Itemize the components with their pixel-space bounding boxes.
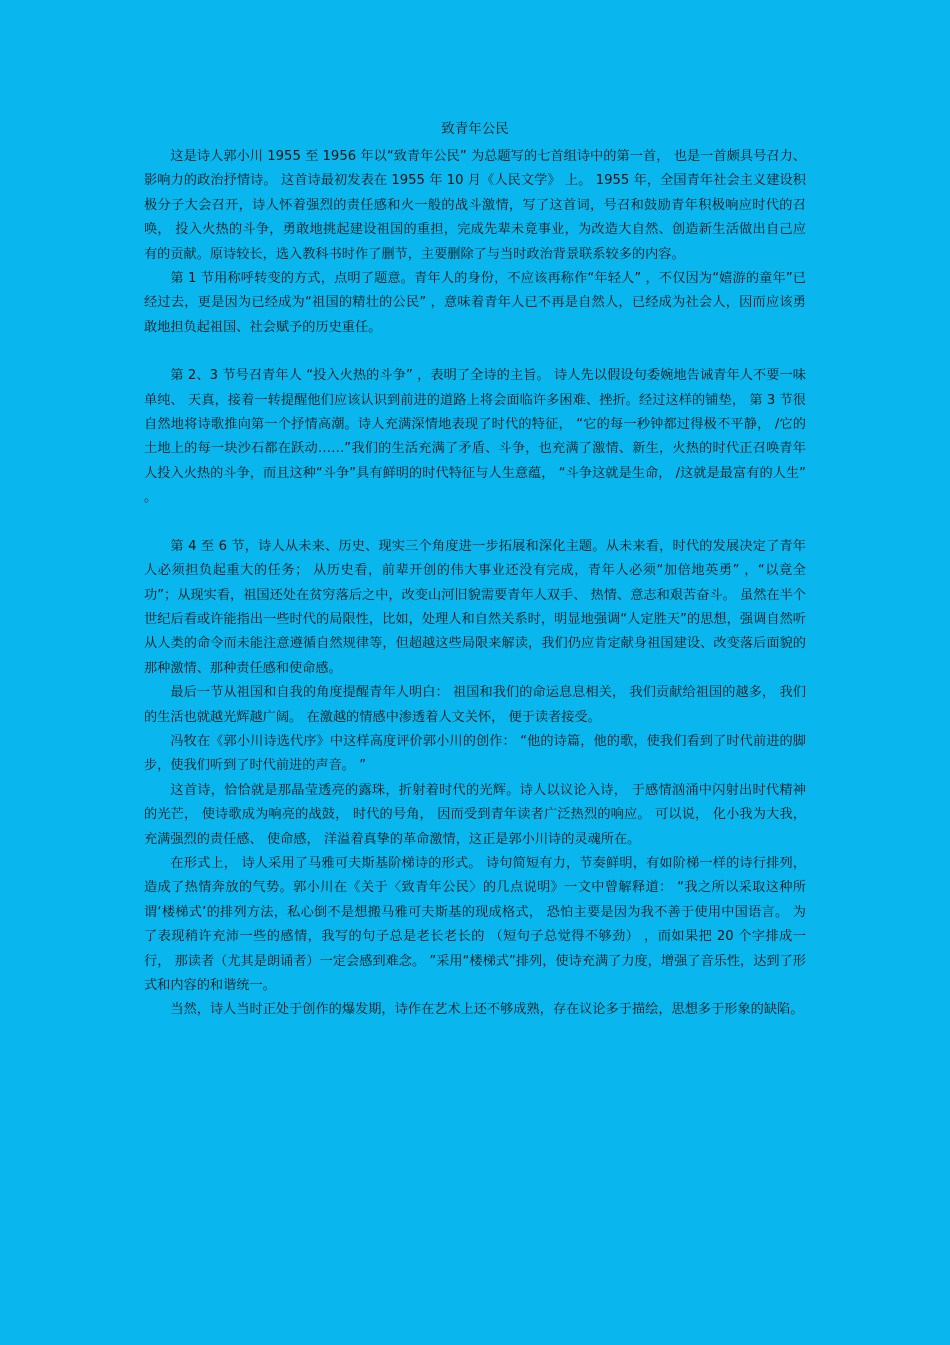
paragraph-section-2-3: 第 2、3 节号召青年人 “投入火热的斗争” ，表明了全诗的主旨。 诗人先以假设句委婉地告诫青年人不要一味单纯、 天真，接着一转提醒他们应该认识到前进的道路上将会面临许多困难、挫折。经过这样的铺垫， 第 3 节很自然地将诗歌推向第一个抒情高潮。诗人充满深情地表现了时代的特征， “它的每一秒钟都过得极不平静， /它的土地上的每一块沙石都在跃动……”我们的生活充满了矛盾、斗争，也充满了激情、新生，火热的时代正召唤青年人投入火热的斗争，而且这种“斗争”具有鲜明的时代特征与人生意蕴， “斗争这就是生命， /这就是最富有的人生” 。 (144, 368, 806, 506)
document-title: 致青年公民 (441, 121, 509, 137)
paragraph-feng-mu-quote: 冯牧在《郭小川诗选代序》中这样高度评价郭小川的创作： “他的诗篇，他的歌，使我们看到了时代前进的脚步，使我们听到了时代前进的声音。 ” (144, 733, 806, 774)
document-body (144, 145, 806, 1023)
paragraph-limitations: 当然，诗人当时正处于创作的爆发期，诗作在艺术上还不够成熟，存在议论多于描绘，思想多于形象的缺陷。 (170, 1002, 804, 1018)
paragraph-section-1: 第 1 节用称呼转变的方式，点明了题意。青年人的身份，不应该再称作“年轻人” ，不仅因为“嬉游的童年”已经过去，更是因为已经成为“祖国的精壮的公民” ，意味着青年人已不再是自然人，已经成为社会人，因而应该勇敢地担负起祖国、社会赋予的历史重任。 (144, 271, 806, 335)
paragraph-section-4-6: 第 4 至 6 节，诗人从未来、历史、现实三个角度进一步拓展和深化主题。从未来看，时代的发展决定了青年人必须担负起重大的任务； 从历史看，前辈开创的伟大事业还没有完成，青年人必须“加倍地英勇” ，“以竟全功”；从现实看，祖国还处在贫穷落后之中，改变山河旧貌需要青年人双手、 热情、意志和艰苦奋斗。 虽然在半个世纪后看或许能指出一些时代的局限性，比如，处理人和自然关系时，明显地强调“人定胜天”的思想，强调自然听从人类的命令而未能注意遵循自然规律等，但超越这些局限来解读，我们仍应肯定献身祖国建设、改变落后面貌的那种激情、那种责任感和使命感。 (144, 538, 806, 676)
paragraph-last-section: 最后一节从祖国和自我的角度提醒青年人明白： 祖国和我们的命运息息相关， 我们贡献给祖国的越多， 我们的生活也就越光辉越广阔。 在激越的情感中渗透着人文关怀， 便于读者接受。 (144, 685, 806, 725)
paragraph-poem-spirit: 这首诗，恰恰就是那晶莹透亮的露珠，折射着时代的光辉。诗人以议论入诗， 于感情汹涌中闪射出时代精神的光芒， 使诗歌成为响亮的战鼓， 时代的号角， 因而受到青年读者广泛热烈的响应。 可以说， 化小我为大我， 充满强烈的责任感、 使命感， 洋溢着真挚的革命激情，这正是郭小川诗的灵魂所在。 (144, 782, 806, 847)
paragraph-intro: 这是诗人郭小川 1955 至 1956 年以“致青年公民” 为总题写的七首组诗中的第一首， 也是一首颇具号召力、 影响力的政治抒情诗。 这首诗最初发表在 1955 年 10 月《人民文学》 上。 1955 年，全国青年社会主义建设积极分子大会召开，诗人怀着强烈的责任感和火一般的战斗激情，写了这首词，号召和鼓励青年积极响应时代的召唤， 投入火热的斗争，勇敢地挑起建设祖国的重担，完成先辈未竟事业，为改造大自然、创造新生活做出自己应有的贡献。原诗较长，选入教科书时作了删节，主要删除了与当时政治背景联系较多的内容。 (144, 149, 806, 262)
paragraph-form: 在形式上， 诗人采用了马雅可夫斯基阶梯诗的形式。 诗句简短有力，节奏鲜明，有如阶梯一样的诗行排列，造成了热情奔放的气势。郭小川在《关于〈致青年公民〉的几点说明》一文中曾解释道： “我之所以采取这种所谓‘楼梯式’的排列方法，私心倒不是想搬马雅可夫斯基的现成格式， 恐怕主要是因为我不善于使用中国语言。 为了表现稍许充沛一些的感情，我写的句子总是老长老长的 （短句子总觉得不够劲） ，而如果把 20 个字排成一行， 那读者（尤其是朗诵者）一定会感到难念。 ”采用“楼梯式”排列，使诗充满了力度，增强了音乐性，达到了形式和内容的和谐统一。 (144, 855, 806, 993)
